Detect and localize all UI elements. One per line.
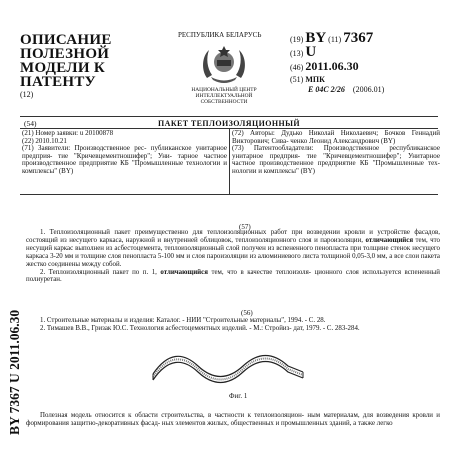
mpk-code: E 04C 2/26 (308, 85, 345, 94)
patent-number: 7367 (343, 30, 374, 46)
divider (20, 194, 438, 195)
center-line: НАЦИОНАЛЬНЫЙ ЦЕНТР (191, 87, 257, 93)
patent-identifiers (290, 32, 450, 94)
document-title (20, 33, 112, 89)
side-stamp-text: BY 7367 U 2011.06.30 (7, 309, 22, 435)
claim-keyword: отличающийся (160, 268, 208, 276)
state-emblem-icon (199, 44, 249, 86)
mpk-label: МПК (305, 75, 325, 84)
national-center-label (168, 87, 280, 105)
figure-caption: Фиг. 1 (229, 392, 248, 400)
center-line: СОБСТВЕННОСТИ (200, 99, 248, 105)
field-code: (13) (290, 49, 304, 58)
utility-model-name: ПАКЕТ ТЕПЛОИЗОЛЯЦИОННЫЙ (158, 119, 300, 128)
biblio-entry: (21) Номер заявки: u 20100878 (22, 129, 114, 137)
center-line: ИНТЕЛЛЕКТУАЛЬНОЙ (195, 93, 253, 99)
claim-1 (26, 229, 440, 269)
reference-item: 1. Строительные материалы и изделия: Каталог. - НИИ "Строительные материалы", 1994. - С. 28. (40, 317, 326, 324)
biblio-entry: (72) Авторы: Дудько Николай Николаевич; Бочков Геннадий Викторович; Сива- ченко Леонид Александрович (BY) (232, 129, 440, 145)
biblio-entry: (22) 2010.10.21 (22, 136, 67, 145)
mpk-version: (2006.01) (352, 85, 385, 94)
claim-keyword: отличающийся (365, 236, 414, 244)
title-line: ПАТЕНТУ (20, 74, 96, 90)
field-code: (46) (290, 63, 304, 72)
kind-code: U (305, 44, 317, 60)
field-code: (11) (328, 35, 342, 44)
description-paragraph: Полезная модель относится к области строительства, в частности к теплоизоляцион- ным материалам, для возведения кровли и формирования защитно-декоративных фасад- ных элементов жилых, общественных и промышленных зданий, а также легко (26, 412, 440, 427)
title-line: ОПИСАНИЕ (20, 32, 112, 48)
divider (20, 116, 438, 117)
field-code-57: (57) (239, 223, 251, 231)
claim-text: 2. Теплоизоляционный пакет по п. 1, (40, 268, 161, 276)
claim-2 (26, 269, 440, 285)
field-code: (19) (290, 35, 304, 44)
side-stamp (3, 290, 27, 440)
title-line: МОДЕЛИ К (20, 60, 106, 76)
publication-date: 2011.06.30 (305, 59, 359, 73)
corrugated-panel-figure (148, 334, 308, 394)
column-divider (229, 128, 230, 194)
field-code-12: (12) (20, 90, 34, 99)
republic-label: РЕСПУБЛИКА БЕЛАРУСЬ (178, 31, 262, 39)
reference-item: 2. Тимашев В.В., Гризак Ю.С. Технология асбестоцементных изделий. - М.: Стройиз- дат, 1979. - С. 283-284. (40, 325, 360, 333)
field-code-54: (54) (24, 119, 37, 128)
claim-text: тем, что несущий каркас выполнен из асбестоцемента, теплоизоляционный слой получен из вспененного пенопласта при толщине стенок несущего каркаса 3-20 мм и толщине слоя пенопласта 5-100 мм и слоя пароизоляции из алюминиевого листа толщиной 0,05-3,0 мм, а все слои пакета жестко соединены между собой. (26, 236, 440, 268)
biblio-right-column (232, 130, 440, 176)
biblio-left-column (22, 130, 227, 176)
biblio-entry: (73) Патентообладатели: Производственное республиканское унитарное предприя- тие "Кричевцементношифер"; Унитарное частное производственное предприятие КБ "Промышленные тех- нологии и комплексы" (BY) (232, 144, 440, 175)
title-line: ПОЛЕЗНОЙ (20, 46, 110, 62)
references-list (26, 317, 440, 334)
description-text (26, 412, 440, 428)
field-code-56: (56) (241, 309, 253, 317)
biblio-entry: (71) Заявители: Производственное рес- публиканское унитарное предприя- тие "Кричевцементношифер"; Уни- тарное частное производственное предприятие КБ "Промышленные технологии и комплексы" (BY) (22, 144, 227, 175)
field-code: (51) (290, 75, 304, 84)
claim-text: 1. Теплоизоляционный пакет преимущественно для теплоизоляционных работ при возведении кровли и устройстве фасадов, состоящий из несущего каркаса, наружной и внутренней облицовок, теплоизоляционного слоя и пароизоляции, (26, 229, 440, 244)
country-code: BY (305, 30, 327, 46)
claims-text (26, 229, 440, 284)
claim-text: тем, что в качестве теплоизоля- ционного слоя используется вспененный полиуретан. (26, 268, 440, 284)
